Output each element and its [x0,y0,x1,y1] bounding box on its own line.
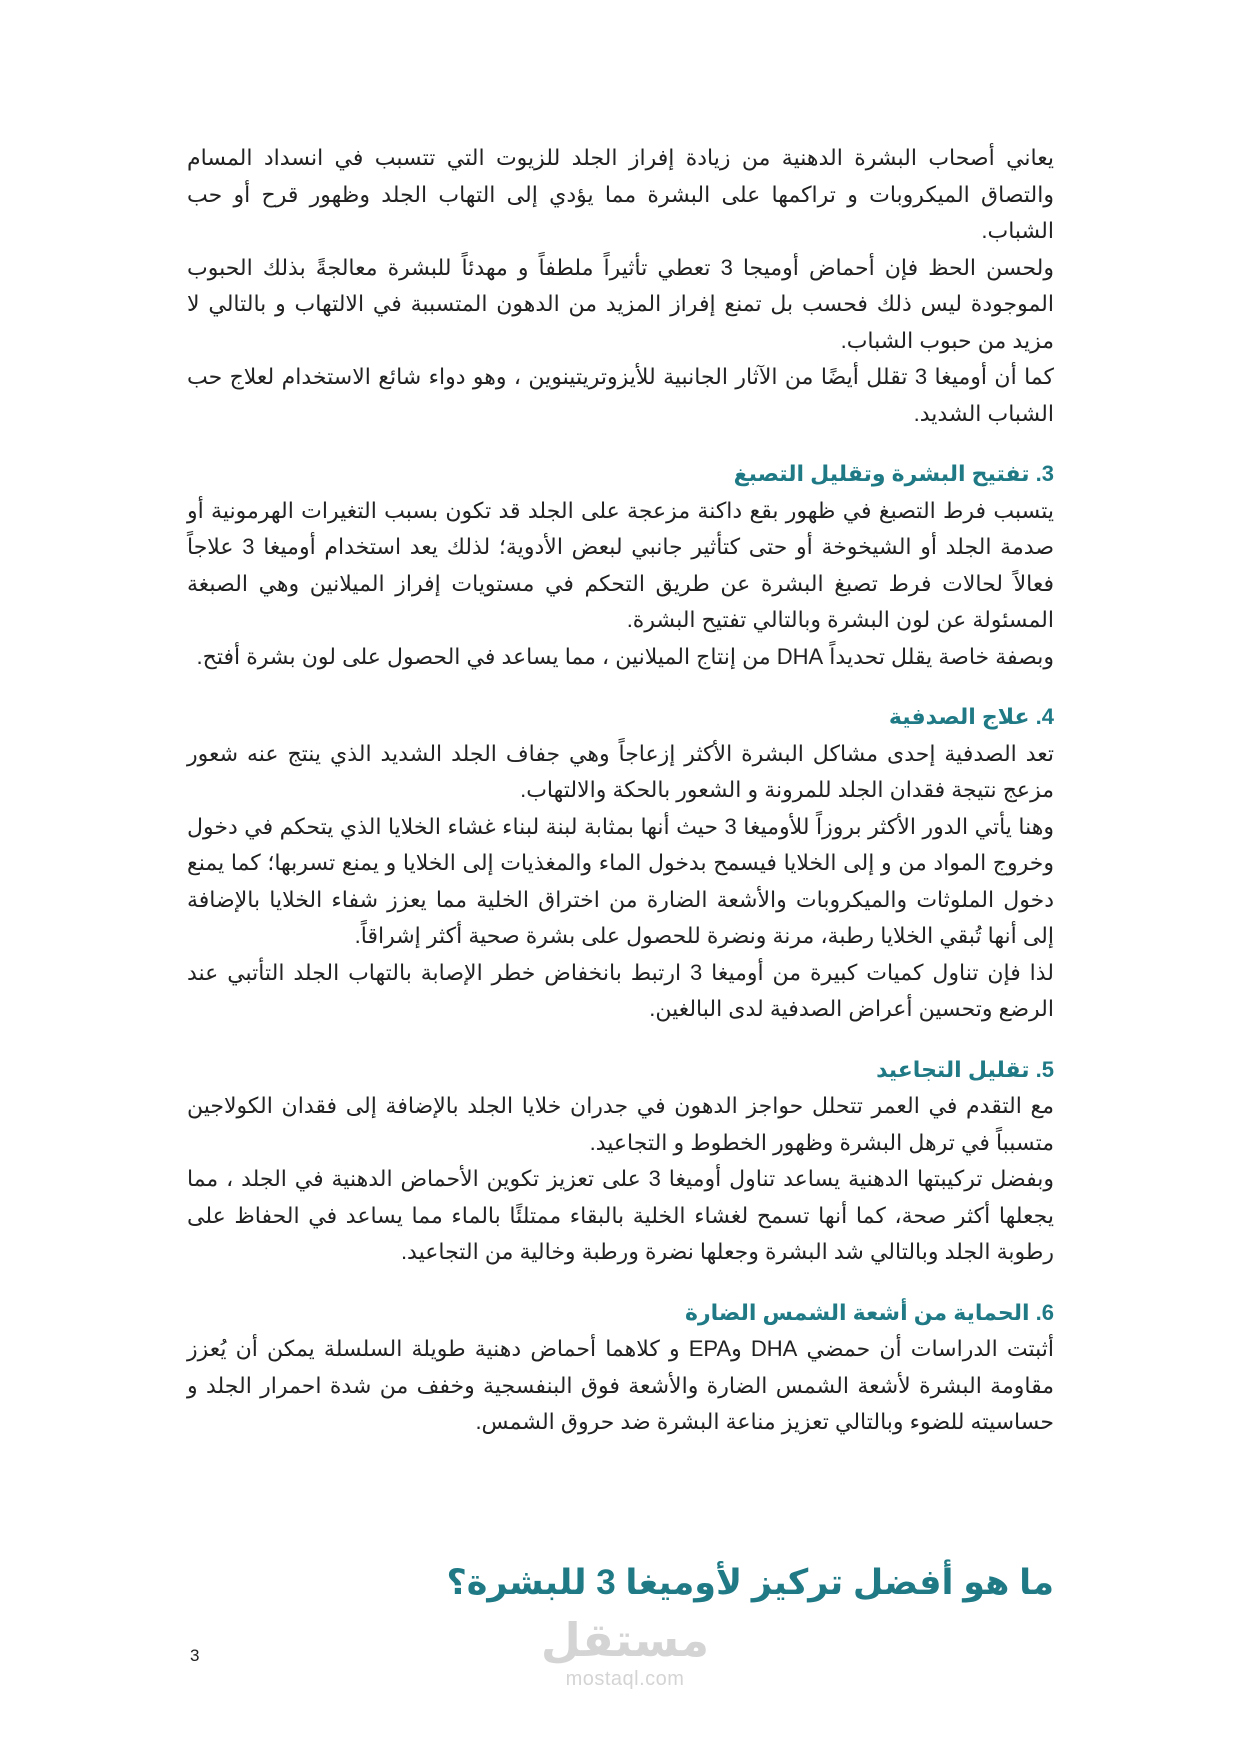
paragraph: وهنا يأتي الدور الأكثر بروزاً للأوميغا 3 حيث أنها بمثابة لبنة لبناء غشاء الخلايا الذي يتحكم في دخول وخروج المواد من و إلى الخلايا فيسمح بدخول الماء والمغذيات إلى الخلايا و يمنع تسربها؛ كما يمنع دخول الملوثات والميكروبات والأشعة الضارة من اختراق الخلية مما يعزز شفاء الخلايا بالإضافة إلى أنها تُبقي الخلايا رطبة، مرنة ونضرة للحصول على بشرة صحية أكثر إشراقاً. [187,813,1054,948]
paragraph: وبصفة خاصة يقلل تحديداً DHA من إنتاج الميلانين ، مما يساعد في الحصول على لون بشرة أفتح. [196,643,1054,669]
section-heading: 6. الحماية من أشعة الشمس الضارة [685,1299,1054,1325]
paragraph: ولحسن الحظ فإن أحماض أوميجا 3 تعطي تأثيراً ملطفاً و مهدئاً للبشرة معالجةً بذلك الحبوب الموجودة ليس ذلك فحسب بل تمنع إفراز المزيد من الدهون المتسببة في الالتهاب و بالتالي لا مزيد من حبوب الشباب. [187,254,1054,353]
section-sun-protection [187,1295,1054,1441]
watermark-arabic: مستقل [540,1613,710,1667]
closing-heading: ما هو أفضل تركيز لأوميغا 3 للبشرة؟ [446,1563,1054,1602]
intro-block [187,140,1054,432]
section-heading: 5. تقليل التجاعيد [876,1056,1054,1082]
section-wrinkles [187,1052,1054,1271]
paragraph: تعد الصدفية إحدى مشاكل البشرة الأكثر إزعاجاً وهي جفاف الجلد الشديد الذي ينتج عنه شعور مزعج نتيجة فقدان الجلد للمرونة و الشعور بالحكة والالتهاب. [187,740,1054,802]
paragraph: مع التقدم في العمر تتحلل حواجز الدهون في جدران خلايا الجلد بالإضافة إلى فقدان الكولاجين متسبباً في ترهل البشرة وظهور الخطوط و التجاعيد. [187,1093,1054,1155]
watermark-latin: mostaql.com [565,1668,685,1690]
paragraph: وبفضل تركيبتها الدهنية يساعد تناول أوميغا 3 على تعزيز تكوين الأحماض الدهنية في الجلد ، مما يجعلها أكثر صحة، كما أنها تسمح لغشاء الخلية بالبقاء ممتلئًا بالماء مما يساعد في الحفاظ على رطوبة الجلد وبالتالي شد البشرة وجعلها نضرة ورطبة وخالية من التجاعيد. [187,1166,1054,1264]
paragraph: أثبتت الدراسات أن حمضي DHA وEPA و كلاهما أحماض دهنية طويلة السلسلة يمكن أن يُعزز مقاومة البشرة لأشعة الشمس الضارة والأشعة فوق البنفسجية وخفف من شدة احمرار الجلد و حساسيته للضوء وبالتالي تعزيز مناعة البشرة ضد حروق الشمس. [187,1336,1054,1434]
section-heading: 4. علاج الصدفية [888,704,1054,729]
paragraph: لذا فإن تناول كميات كبيرة من أوميغا 3 ارتبط بانخفاض خطر الإصابة بالتهاب الجلد التأتبي عند الرضع وتحسين أعراض الصدفية لدى البالغين. [187,959,1054,1021]
paragraph: يعاني أصحاب البشرة الدهنية من زيادة إفراز الجلد للزيوت التي تتسبب في انسداد المسام والتصاق الميكروبات و تراكمها على البشرة مما يؤدي إلى التهاب الجلد وظهور قرح أو حب الشباب. [187,145,1054,243]
section-skin-lightening [187,456,1054,675]
section-heading: 3. تفتيح البشرة وتقليل التصبغ [733,461,1054,486]
document-body [187,140,1054,1441]
paragraph: كما أن أوميغا 3 تقلل أيضًا من الآثار الجانبية للأيزوتريتينوين ، وهو دواء شائع الاستخدام لعلاج حب الشباب الشديد. [187,364,1054,426]
section-psoriasis [187,699,1054,1028]
page-number: 3 [190,1646,200,1665]
paragraph: يتسبب فرط التصبغ في ظهور بقع داكنة مزعجة على الجلد قد تكون بسبب التغيرات الهرمونية أو صدمة الجلد أو الشيخوخة أو حتى كتأثير جانبي لبعض الأدوية؛ لذلك يعد استخدام أوميغا 3 علاجاً فعالاً لحالات فرط تصبغ البشرة عن طريق التحكم في مستويات إفراز الميلانين وهي الصبغة المسئولة عن لون البشرة وبالتالي تفتيح البشرة. [187,497,1054,632]
mostaql-watermark [530,1612,720,1690]
